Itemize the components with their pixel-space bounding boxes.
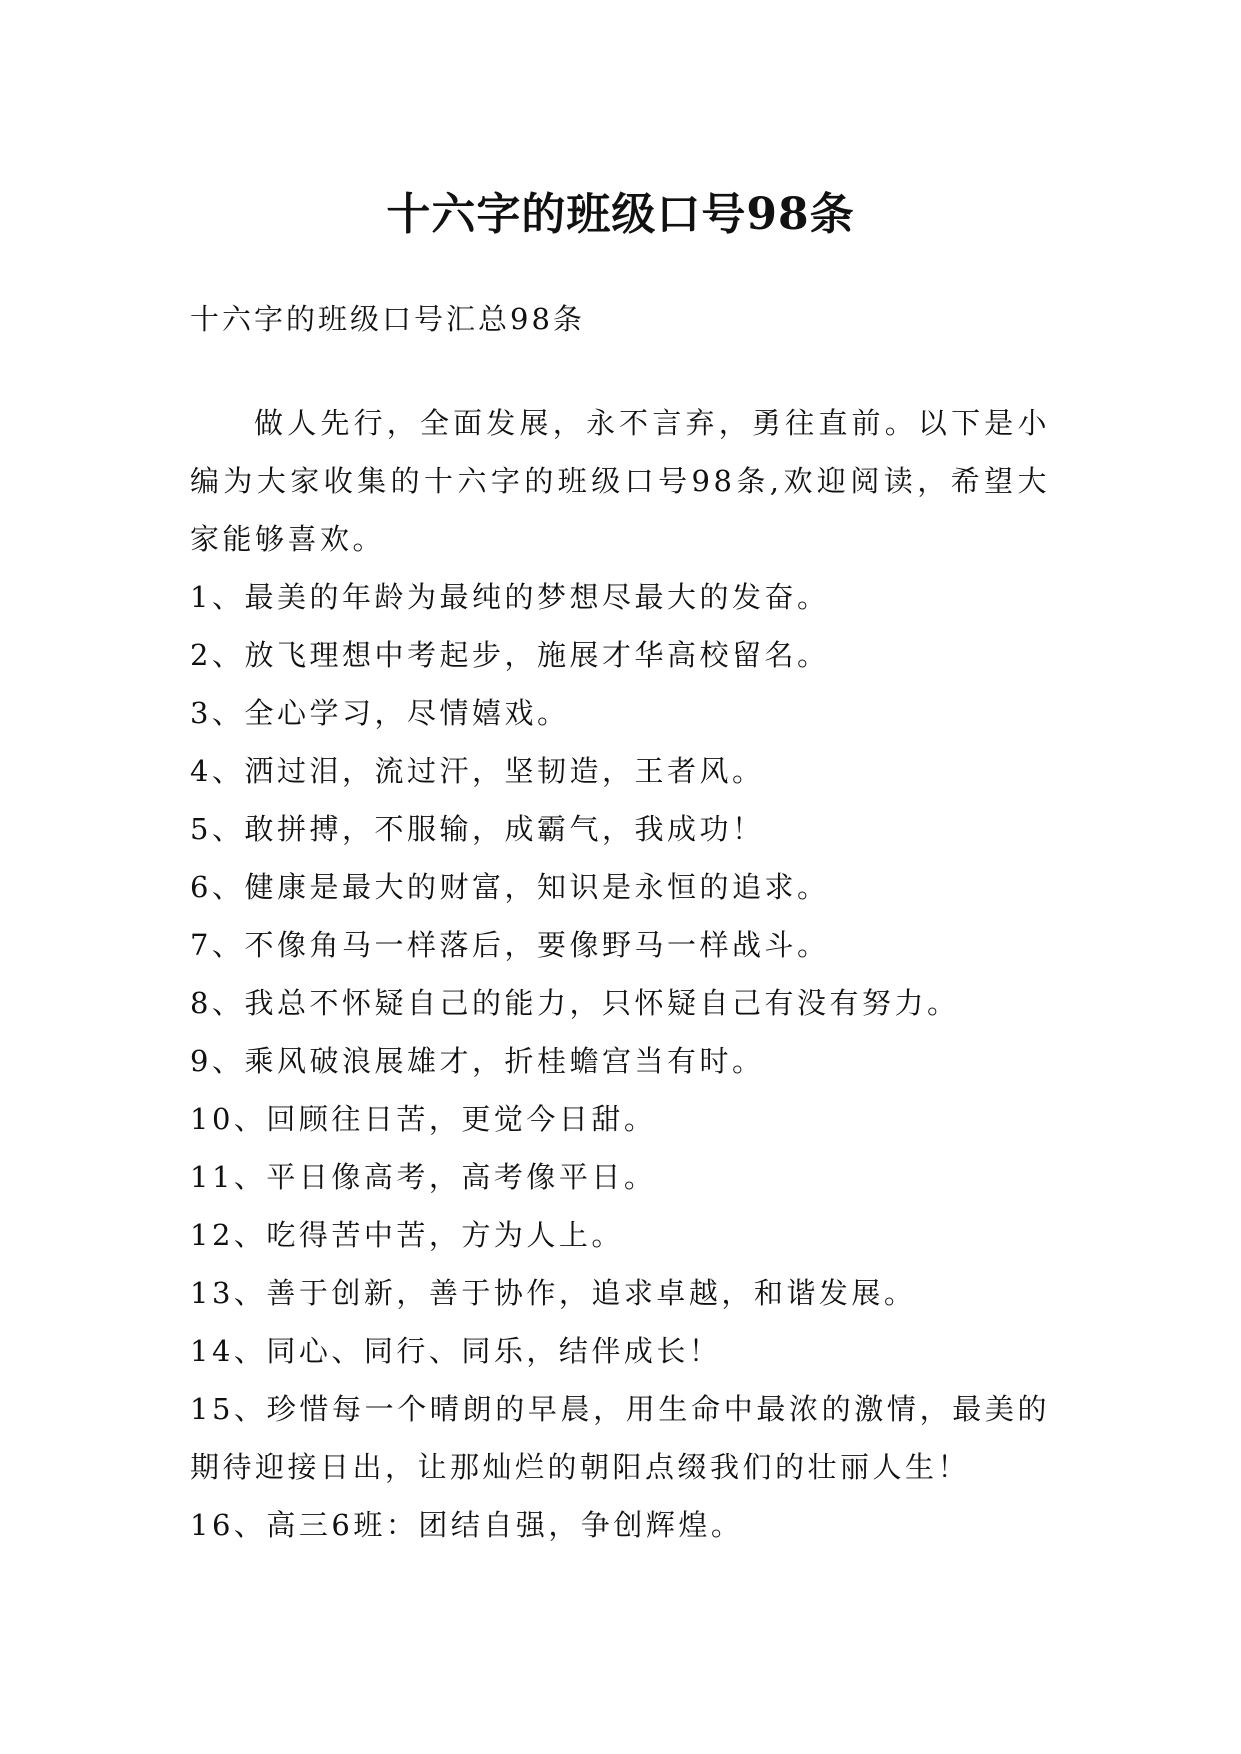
slogan-item: 2、放飞理想中考起步，施展才华高校留名。 [190,638,830,672]
slogan-item: 5、敢拼搏，不服输，成霸气，我成功！ [190,812,765,846]
slogan-item: 8、我总不怀疑自己的能力，只怀疑自己有没有努力。 [190,986,960,1020]
slogan-item: 9、乘风破浪展雄才，折桂蟾宫当有时。 [190,1044,765,1078]
slogan-item: 12、吃得苦中苦，方为人上。 [190,1218,624,1252]
slogan-item: 7、不像角马一样落后，要像野马一样战斗。 [190,928,830,962]
slogan-item: 15、珍惜每一个晴朗的早晨，用生命中最浓的激情，最美的期待迎接日出，让那灿烂的朝阳点缀我们的壮丽人生！ [190,1392,1050,1484]
slogan-item: 10、回顾往日苦，更觉今日甜。 [190,1102,657,1136]
document-body [190,290,1050,1554]
slogan-item: 14、同心、同行、同乐，结伴成长！ [190,1334,722,1368]
slogan-item: 3、全心学习，尽情嬉戏。 [190,696,570,730]
slogan-item: 13、善于创新，善于协作，追求卓越，和谐发展。 [190,1276,917,1310]
slogan-item: 4、洒过泪，流过汗，坚韧造，王者风。 [190,754,765,788]
slogan-list [190,568,1050,1554]
slogan-item: 16、高三6班：团结自强，争创辉煌。 [190,1508,744,1542]
slogan-item: 6、健康是最大的财富，知识是永恒的追求。 [190,870,830,904]
intro-paragraph: 做人先行，全面发展，永不言弃，勇往直前。以下是小编为大家收集的十六字的班级口号98条,欢迎阅读，希望大家能够喜欢。 [190,406,1050,556]
document-title: 十六字的班级口号98条 [386,189,855,241]
slogan-item: 11、平日像高考，高考像平日。 [190,1160,657,1194]
slogan-item: 1、最美的年龄为最纯的梦想尽最大的发奋。 [190,580,830,614]
document-subtitle: 十六字的班级口号汇总98条 [190,302,585,336]
